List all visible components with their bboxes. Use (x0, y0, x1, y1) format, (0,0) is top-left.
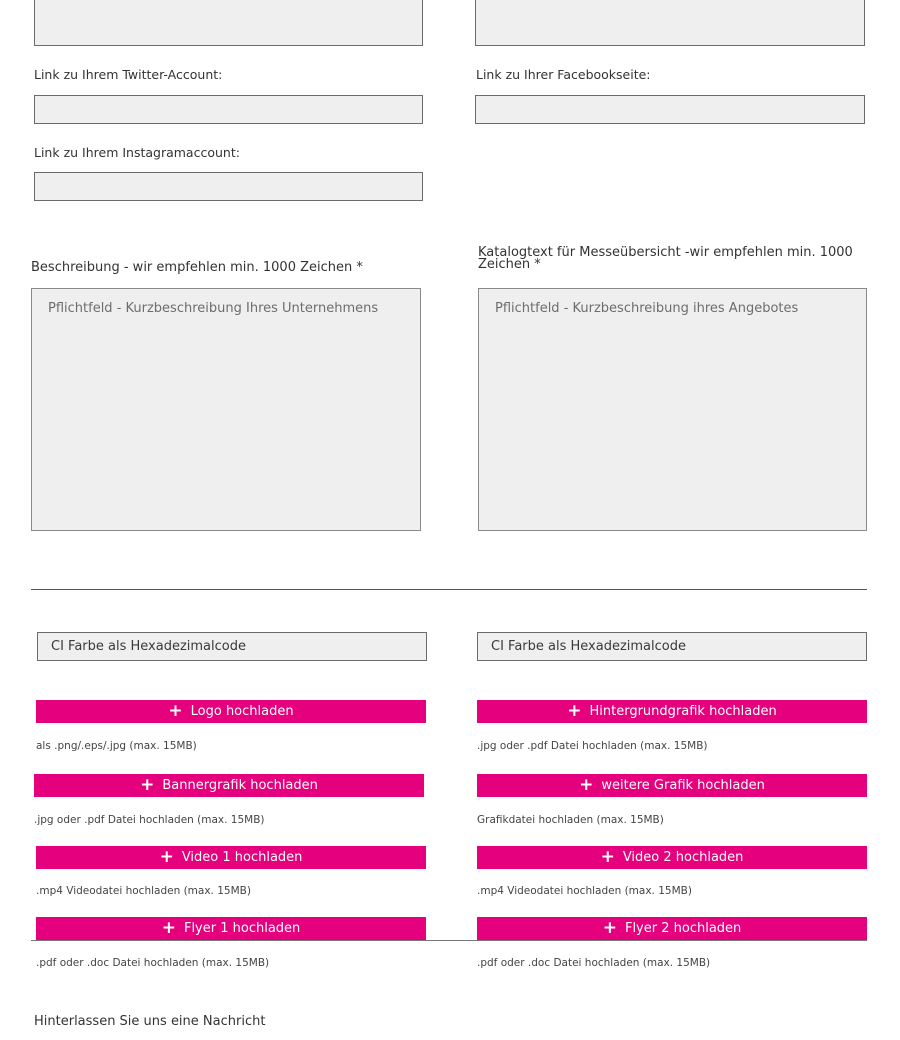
company-description-textarea[interactable]: Pflichtfeld - Kurzbeschreibung Ihres Unternehmens (31, 288, 421, 531)
background-hint: .jpg oder .pdf Datei hochladen (max. 15MB) (477, 740, 708, 752)
upload-background-button[interactable] (477, 700, 867, 723)
company-description-label: Beschreibung - wir empfehlen min. 1000 Zeichen * (31, 260, 363, 275)
extra-graphic-hint: Grafikdatei hochladen (max. 15MB) (477, 814, 664, 826)
upload-video1-button[interactable] (36, 846, 426, 869)
twitter-input[interactable] (34, 95, 423, 124)
instagram-input[interactable] (34, 172, 423, 201)
plus-icon: + (600, 847, 615, 867)
plus-icon: + (140, 775, 155, 795)
plus-icon: + (567, 701, 582, 721)
catalog-text-textarea[interactable]: Pflichtfeld - Kurzbeschreibung ihres Angebotes (478, 288, 867, 531)
facebook-label: Link zu Ihrer Facebookseite: (476, 67, 651, 82)
upload-flyer2-button[interactable] (477, 917, 867, 940)
upload-banner-label: Bannergrafik hochladen (162, 778, 318, 793)
instagram-label: Link zu Ihrem Instagramaccount: (34, 145, 240, 160)
upload-logo-label: Logo hochladen (190, 704, 294, 719)
upload-banner-button[interactable] (34, 774, 424, 797)
upload-background-label: Hintergrundgrafik hochladen (589, 704, 777, 719)
plus-icon: + (168, 701, 183, 721)
video1-hint: .mp4 Videodatei hochladen (max. 15MB) (36, 885, 251, 897)
banner-hint: .jpg oder .pdf Datei hochladen (max. 15MB) (34, 814, 265, 826)
plus-icon: + (602, 918, 617, 938)
previous-field-right[interactable] (475, 0, 865, 46)
section-divider (31, 589, 867, 590)
ci-color-input-left[interactable]: CI Farbe als Hexadezimalcode (37, 632, 427, 661)
flyer-divider (31, 940, 867, 941)
plus-icon: + (159, 847, 174, 867)
ci-color-input-right[interactable]: CI Farbe als Hexadezimalcode (477, 632, 867, 661)
catalog-text-label: Katalogtext für Messeübersicht -wir empfehlen min. 1000 Zeichen * (478, 245, 853, 272)
facebook-input[interactable] (475, 95, 865, 124)
logo-hint: als .png/.eps/.jpg (max. 15MB) (36, 740, 197, 752)
message-label: Hinterlassen Sie uns eine Nachricht (34, 1014, 266, 1029)
previous-field-left[interactable] (34, 0, 423, 46)
upload-flyer2-label: Flyer 2 hochladen (624, 921, 742, 936)
upload-video2-label: Video 2 hochladen (622, 850, 744, 865)
upload-video2-button[interactable] (477, 846, 867, 869)
plus-icon: + (579, 775, 594, 795)
upload-extra-graphic-button[interactable] (477, 774, 867, 797)
upload-logo-button[interactable] (36, 700, 426, 723)
upload-flyer1-button[interactable] (36, 917, 426, 940)
video2-hint: .mp4 Videodatei hochladen (max. 15MB) (477, 885, 692, 897)
twitter-label: Link zu Ihrem Twitter-Account: (34, 67, 223, 82)
flyer1-hint: .pdf oder .doc Datei hochladen (max. 15MB) (36, 957, 270, 969)
upload-extra-graphic-label: weitere Grafik hochladen (601, 778, 765, 793)
plus-icon: + (161, 918, 176, 938)
flyer2-hint: .pdf oder .doc Datei hochladen (max. 15MB) (477, 957, 711, 969)
upload-video1-label: Video 1 hochladen (181, 850, 303, 865)
upload-flyer1-label: Flyer 1 hochladen (183, 921, 301, 936)
